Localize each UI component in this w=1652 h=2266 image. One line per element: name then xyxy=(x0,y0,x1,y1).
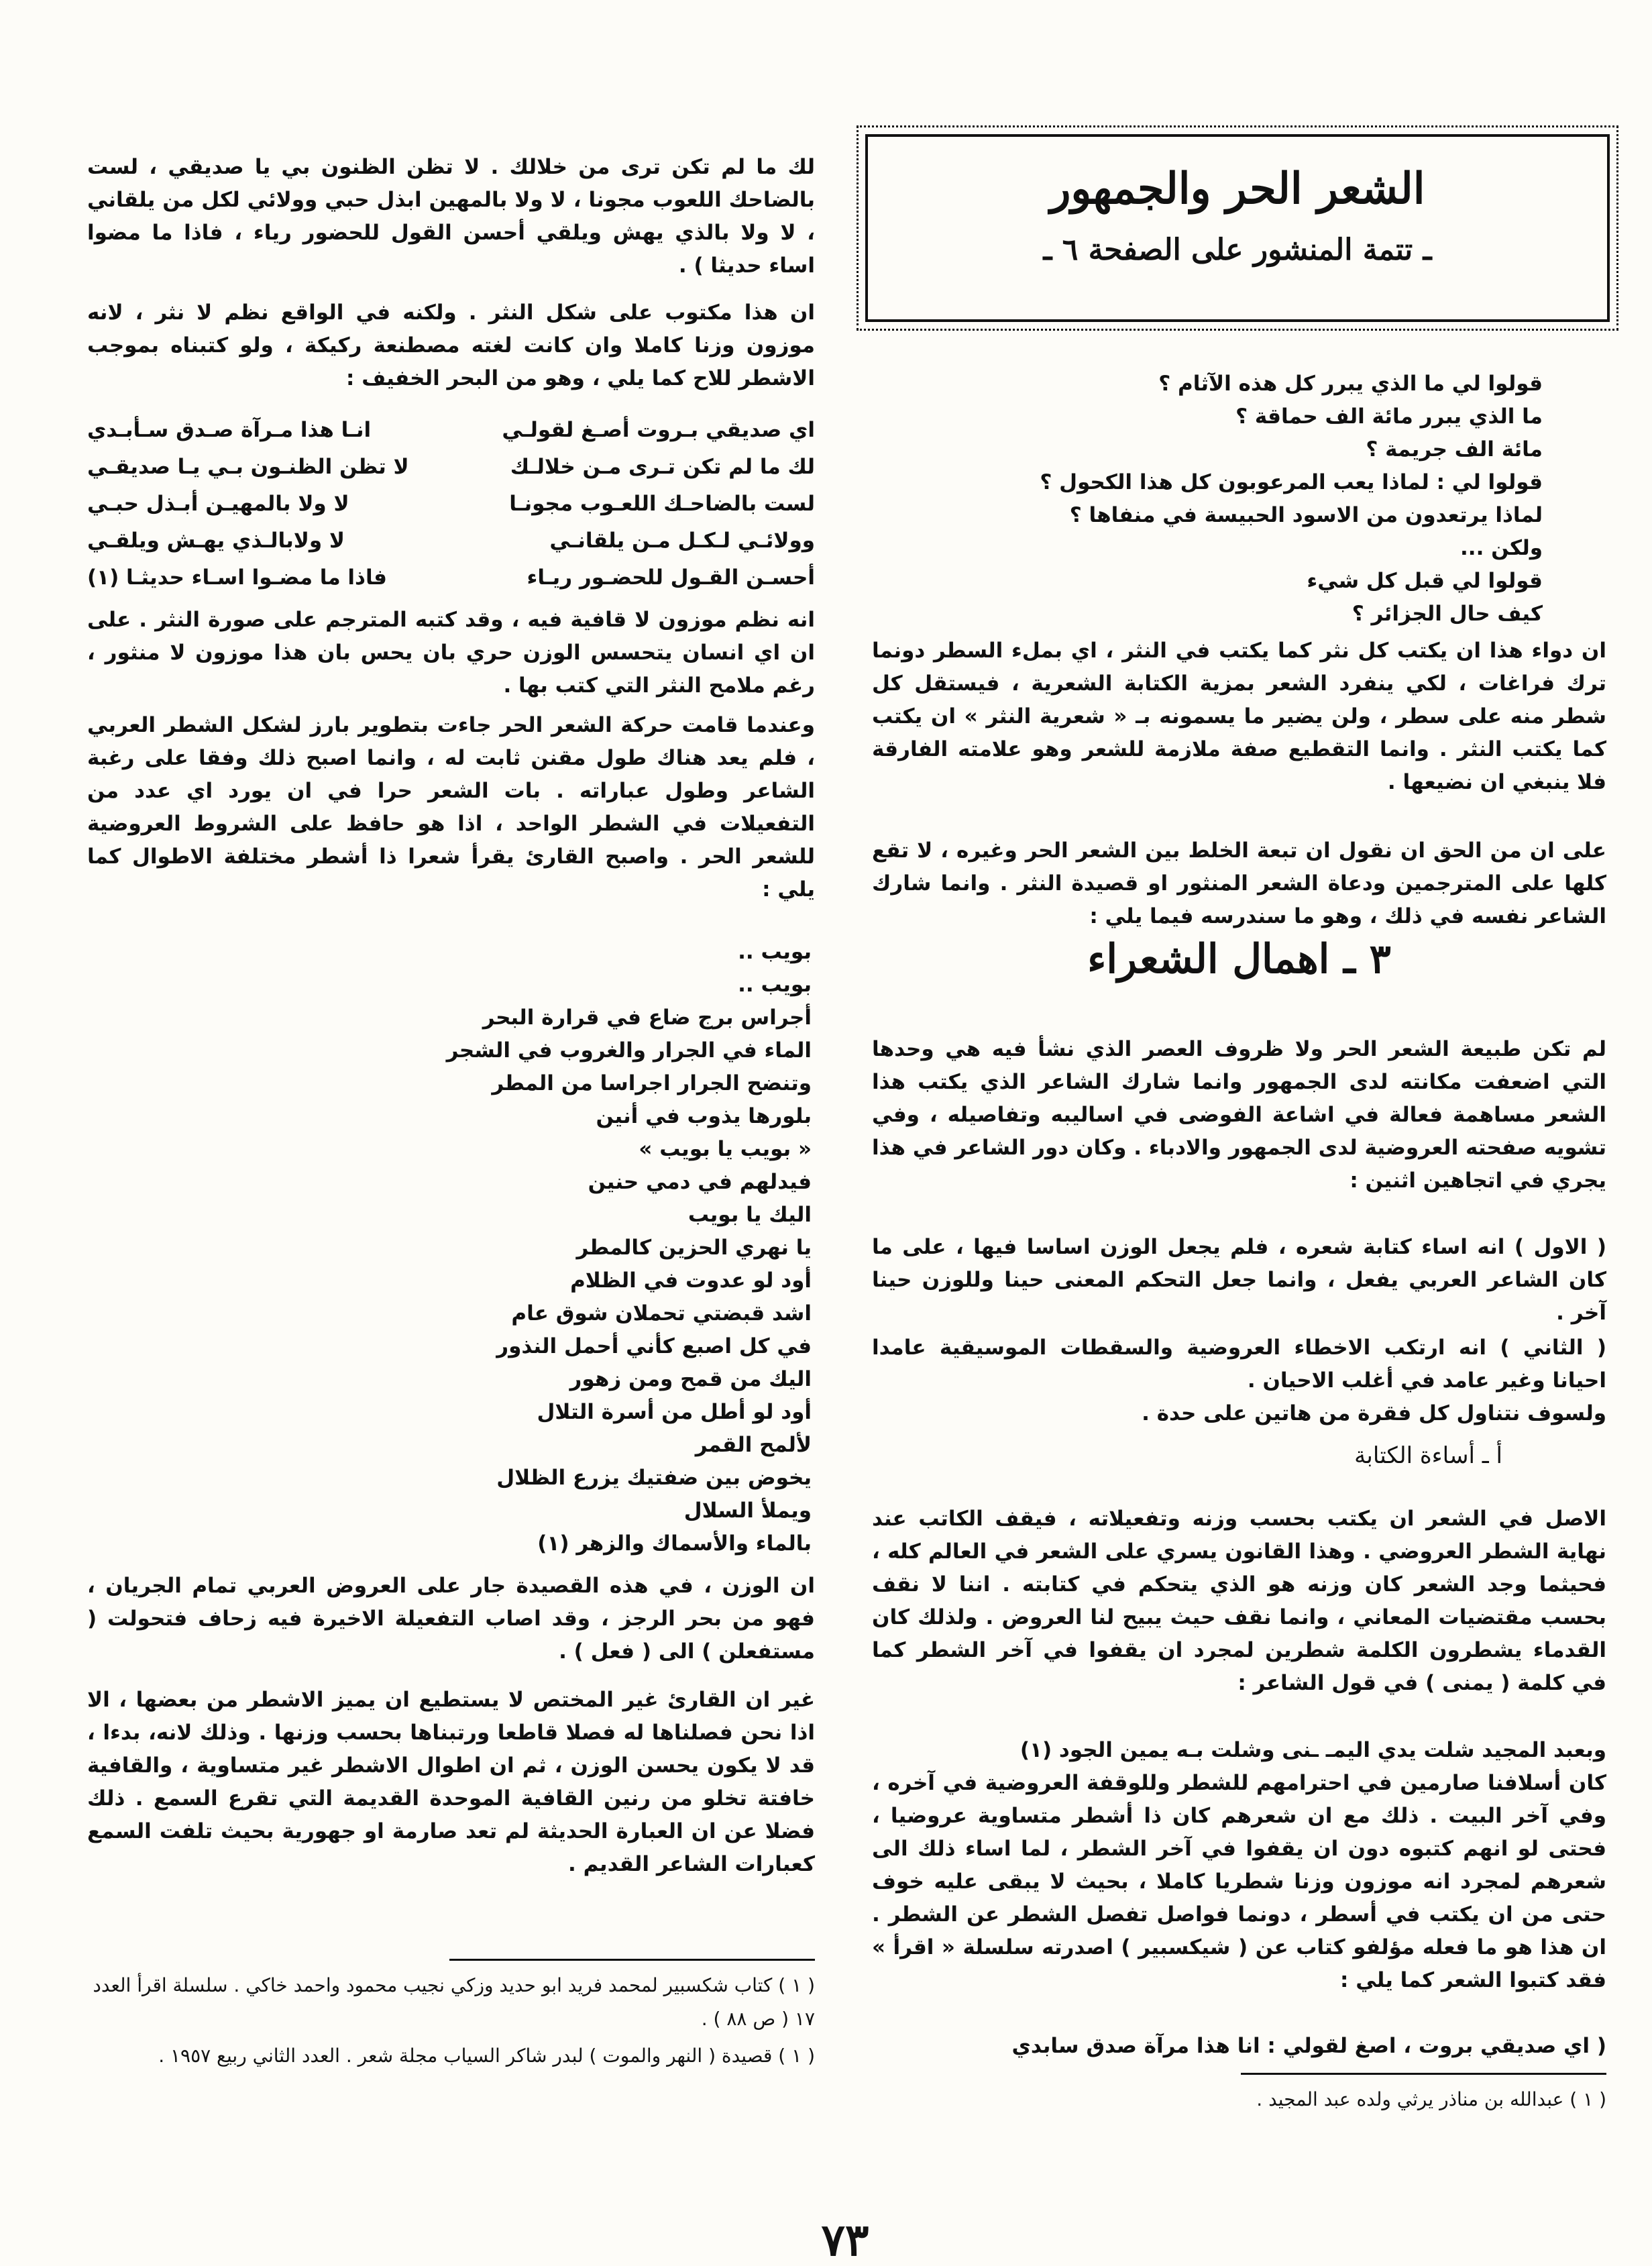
poem-row xyxy=(87,525,815,557)
poem2-line: فيدلهم في دمي حنين xyxy=(588,1170,812,1194)
verse-line: قولوا لي قبل كل شيء xyxy=(1307,569,1543,593)
right-para-3: لم تكن طبيعة الشعر الحر ولا ظروف العصر الذي نشأ فيه هي وحدها التي اضعفت مكانته لدى الجمهور وانما شارك الشاعر الذي يكتب هذا الشعر مساهمة فعالة في اشاعة الفوضى في اساليبه وتفاصيله ، وفي تشويه صفحته العروضية لدى الجمهور والادباء . وكان دور الشاعر في هذا يجري في اتجاهين اثنين : xyxy=(872,1037,1606,1193)
poem-row xyxy=(87,414,815,447)
poem-hemistich-left: انـا هذا مـرآة صـدق سـأبـدي xyxy=(87,418,372,442)
poem-hemistich-left: لا تظن الظنـون بـي يـا صديقـي xyxy=(87,455,409,479)
poem2-line: « بويب يا بويب » xyxy=(639,1137,812,1161)
left-footnote-1: ( ١ ) كتاب شكسبير لمحمد فريد ابو حديد وزكي نجيب محمود واحمد خاكي . سلسلة اقرأ العدد ١٧ ( ص ٨٨ ) . xyxy=(93,1974,815,2030)
poem2-line: اليك يا بويب xyxy=(687,1203,812,1227)
verse-line: لماذا يرتعدون من الاسود الحبيسة في منفاها ؟ xyxy=(1069,503,1543,527)
poem2-line: أود لو أطل من أسرة التلال xyxy=(537,1400,812,1424)
verse-line: كيف حال الجزائر ؟ xyxy=(1352,602,1543,626)
poem2-line: ويملأ السلال xyxy=(683,1499,812,1523)
poem-row xyxy=(87,451,815,484)
poem2-line: أجراس برج ضاع في قرارة البحر xyxy=(482,1006,812,1030)
left-para-5: ان الوزن ، في هذه القصيدة جار على العروض العربي تمام الجريان ، فهو من بحر الرجز ، وقد اصاب التفعيلة الاخيرة فيه زحاف فتحولت ( مستفعلن ) الى ( فعل ) . xyxy=(87,1574,815,1664)
poem-row xyxy=(87,488,815,521)
poem2-line: بالماء والأسماك والزهر (١) xyxy=(537,1531,812,1556)
poem-hemistich-right: اي صديقي بـروت أصـغ لقولـي xyxy=(502,418,815,442)
poem-hemistich-right: لست بالضاحـك اللعـوب مجونـا xyxy=(509,492,815,516)
poem2-line: لألمح القمر xyxy=(695,1433,812,1457)
poem-hemistich-right: لك ما لم تكن تـرى مـن خلالـك xyxy=(510,455,815,479)
poem-hemistich-right: وولائـي لـكـل مـن يلقانـي xyxy=(549,529,815,553)
poem2-line: بلورها يذوب في أنين xyxy=(596,1104,812,1128)
left-para-4: وعندما قامت حركة الشعر الحر جاءت بتطوير بارز لشكل الشطر العربي ، فلم يعد هناك طول مقنن ثابت له ، وانما اصبح ذلك وفقا على رغبة الشاعر وطول عباراته . بات الشعر حرا في ان يورد اي عدد من التفعيلات في الشطر الواحد ، اذا هو حافظ على الشروط العروضية للشعر الحر . واصبح القارئ يقرأ شعرا ذا أشطر مختلفة الاطوال كما يلي : xyxy=(87,713,815,902)
poem2-line: أود لو عدوت في الظلام xyxy=(570,1269,812,1293)
subheading: أ ـ أساءة الكتابة xyxy=(1354,1442,1502,1469)
right-para-9: ( اي صديقي بروت ، اصغ لقولي : انا هذا مرآة صدق سابدي xyxy=(1011,2034,1606,2058)
poem-hemistich-left: لا ولابالـذي يهـش ويلقـي xyxy=(87,529,345,553)
right-para-6: ولسوف نتناول كل فقرة من هاتين على حدة . xyxy=(1142,1401,1606,1425)
left-footnote-2: ( ١ ) قصيدة ( النهر والموت ) لبدر شاكر السياب مجلة شعر . العدد الثاني ربيع ١٩٥٧ . xyxy=(158,2045,815,2067)
article-title-box xyxy=(865,134,1610,322)
poem2-line: اشد قبضتي تحملان شوق عام xyxy=(511,1301,812,1326)
verse-quote: وبعبد المجيد شلت يدي اليمـ ـنى وشلت بـه يمين الجود (١) xyxy=(1020,1738,1606,1762)
poem-hemistich-left: لا ولا بالمهيـن أبـذل حبـي xyxy=(87,492,349,516)
verse-line: ما الذي يبرر مائة الف حماقة ؟ xyxy=(1235,404,1543,429)
poem-row xyxy=(87,561,815,594)
right-para-8: كان أسلافنا صارمين في احترامهم للشطر وللوقفة العروضية في آخره ، وفي آخر البيت . ذلك مع ان شعرهم كان ذا أشطر متساوية عروضيا ، فحتى لو انهم كتبوه دون ان يقفوا في آخر الشطر ، لما اساء ذلك الى شعرهم لمجرد انه موزون وزنا شطريا كاملا ، بحيث لا يبقى عليه خوف حتى من ان يكتب في أسطر ، دونما فواصل تفصل الشطر عن الشطر . ان هذا هو ما فعله مؤلفو كتاب عن ( شيكسبير ) اصدرته سلسلة « اقرأ » فقد كتبوا الشعر كما يلي : xyxy=(872,1771,1606,1992)
poem2-line: يخوض بين ضفتيك يزرع الظلال xyxy=(496,1466,812,1490)
left-para-3: انه نظم موزون لا قافية فيه ، وقد كتبه المترجم على صورة النثر . على ان اي انسان يتحسس الوزن حري بان يحس بان هذا موزون لا منثور ، رغم ملامح النثر التي كتب بها . xyxy=(87,608,815,698)
right-para-1: ان دواء هذا ان يكتب كل نثر كما يكتب في النثر ، اي بملء السطر دونما ترك فراغات ، لكي ينفرد الشعر بمزية الكتابة الشعرية ، فيستقل كل شطر منه على سطر ، ولن يضير ما يسمونه بـ « شعرية النثر » ان يكتب كما يكتب النثر . وانما التقطيع صفة ملازمة للشعر وهو علامته الفارقة فلا ينبغي ان نضيعها . xyxy=(872,639,1606,794)
article-subtitle: ـ تتمة المنشور على الصفحة ٦ ـ xyxy=(1043,233,1432,267)
verse-line: قولوا لي : لماذا يعب المرعوبون كل هذا الكحول ؟ xyxy=(1040,470,1543,494)
right-footnote: ( ١ ) عبدالله بن مناذر يرثي ولده عبد المجيد . xyxy=(1256,2088,1606,2110)
section-heading: ٣ ـ اهمال الشعراء xyxy=(1087,936,1391,983)
right-para-2: على ان من الحق ان نقول ان تبعة الخلط بين الشعر الحر وغيره ، لا تقع كلها على المترجمين ودعاة الشعر المنثور او قصيدة النثر . وانما شارك الشاعر نفسه في ذلك ، وهو ما سندرسه فيما يلي : xyxy=(872,839,1606,928)
page-number: ٧٣ xyxy=(821,2214,869,2266)
left-para-2: ان هذا مكتوب على شكل النثر . ولكنه في الواقع نظم لا نثر ، لانه موزون وزنا كاملا وان كانت لغته مصطنعة ركيكة ، ولو كتبناه بموجب الاشطر للاح كما يلي ، وهو من البحر الخفيف : xyxy=(87,301,815,390)
right-footnote-rule xyxy=(1241,2073,1606,2075)
verse-line: مائة الف جريمة ؟ xyxy=(1366,437,1543,462)
poem2-line: الماء في الجرار والغروب في الشجر xyxy=(446,1038,812,1063)
left-para-1: لك ما لم تكن ترى من خلالك . لا تظن الظنون بي يا صديقي ، لست بالضاحك اللعوب مجونا ، لا ولا بالمهين ابذل حبي وولائي لكل من يلقاني ، لا ولا بالذي يهش ويلقي أحسن القول للحضور رياء ، فاذا ما مضوا اساء حديثا ) . xyxy=(87,155,815,278)
poem2-line: بويب .. xyxy=(738,940,812,964)
article-title: الشعر الحر والجمهور xyxy=(1050,164,1425,214)
right-para-4: ( الاول ) انه اساء كتابة شعره ، فلم يجعل الوزن اساسا فيها ، على ما كان الشاعر العربي يفعل ، وانما جعل التحكم المعنى حينا وللوزن حينا آخر . xyxy=(872,1235,1606,1325)
right-para-7: الاصل في الشعر ان يكتب بحسب وزنه وتفعيلاته ، فيقف الكاتب عند نهاية الشطر العروضي . وهذا القانون يسري على الشعر في العالم كله ، فحيثما وجد الشعر كان وزنه هو الذي يتحكم في كتابته . اننا لا نقف بحسب مقتضيات المعاني ، وانما نقف حيث يبيح لنا العروض . ولذلك كان القدماء يشطرون الكلمة شطرين لمجرد ان يقفوا في آخر الشطر كما في كلمة ( يمنى ) في قول الشاعر : xyxy=(872,1507,1606,1695)
right-para-5: ( الثاني ) انه ارتكب الاخطاء العروضية والسقطات الموسيقية عامدا احيانا وغير عامد في أغلب الاحيان . xyxy=(872,1336,1606,1393)
poem2-line: بويب .. xyxy=(738,973,812,997)
poem2-line: في كل اصبع كأني أحمل النذور xyxy=(496,1334,812,1358)
poem2-line: اليك من قمح ومن زهور xyxy=(569,1367,812,1391)
opening-verse xyxy=(872,368,1543,631)
poem-hemistich-left: فاذا ما مضـوا اسـاء حديثـا (١) xyxy=(87,565,387,590)
poem2 xyxy=(221,936,812,1560)
verse-line: قولوا لي ما الذي يبرر كل هذه الآثام ؟ xyxy=(1158,372,1543,396)
verse-line: ولكن ... xyxy=(1460,536,1543,560)
left-footnote-rule xyxy=(449,1959,815,1961)
poem2-line: وتنضح الجرار اجراسا من المطر xyxy=(492,1071,812,1095)
poem2-line: يا نهري الحزين كالمطر xyxy=(576,1236,812,1260)
left-para-6: غير ان القارئ غير المختص لا يستطيع ان يميز الاشطر من بعضها ، الا اذا نحن فصلناها له فصلا قاطعا ورتبناها بحسب وزنها . وذلك لانه، بدءا ، قد لا يكون يحسن الوزن ، ثم ان اطوال الاشطر غير متساوية ، والقافية خافتة تخلو من رنين القافية الموحدة القديمة التي تقرع السمع . ذلك فضلا عن ان العبارة الحديثة لم تعد صارمة او جهورية بحيث تلفت السمع كعبارات الشاعر القديم . xyxy=(87,1688,815,1876)
poem-hemistich-right: أحسـن القـول للحضـور ريـاء xyxy=(527,565,815,590)
